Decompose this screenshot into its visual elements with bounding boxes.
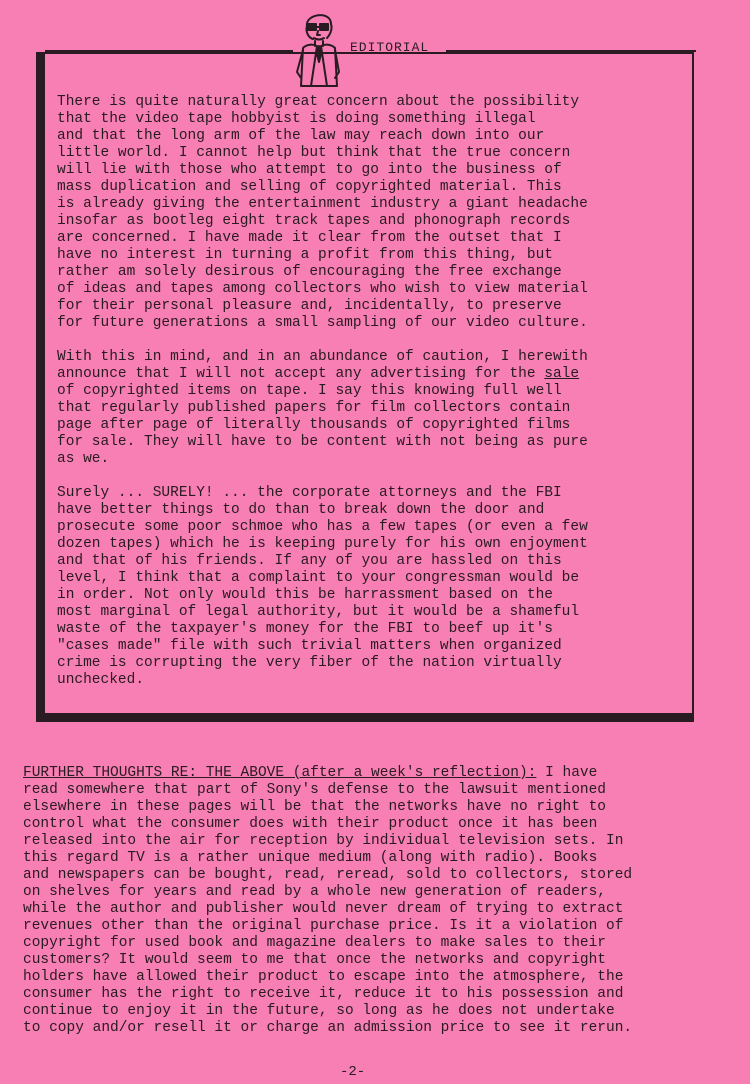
editorial-title: EDITORIAL bbox=[350, 40, 430, 55]
editorial-paragraph-3: Surely ... SURELY! ... the corporate attorneys and the FBI have better things to do than to break down the door and prosecute some poor schmoe who has a few tapes (or even a few dozen tapes) which he is keeping purely for his own enjoyment and that of his friends. If any of you are hassled on this level, I think that a complaint to your congressman would be in order. Not only would this be harrassment based on the most marginal of legal authority, but it would be a shameful waste of the taxpayer's money for the FBI to beef up it's "cases made" file with such trivial matters when organized crime is corrupting the very fiber of the nation virtually unchecked. bbox=[57, 485, 588, 688]
page-number: -2- bbox=[340, 1064, 366, 1080]
editorial-body bbox=[57, 94, 687, 706]
editorial-paragraph-2: With this in mind, and in an abundance of caution, I herewith announce that I will not accept any advertising for the sale of copyrighted items on tape. I say this knowing full well that regularly published papers for film collectors contain page after page of literally thousands of copyrighted films for sale. They will have to be content with not being as pure as we. bbox=[57, 349, 588, 467]
editorial-paragraph-1: There is quite naturally great concern about the possibility that the video tape hobbyist is doing something illegal and that the long arm of the law may reach down into our little world. I cannot help but think that the true concern will lie with those who attempt to go into the business of mass duplication and selling of copyrighted material. This is already giving the entertainment industry a giant headache insofar as bootleg eight track tapes and phonograph records are concerned. I have made it clear from the outset that I have no interest in turning a profit from this thing, but rather am solely desirous of encouraging the free exchange of ideas and tapes among collectors who wish to view material for their personal pleasure and, incidentally, to preserve for future generations a small sampling of our video culture. bbox=[57, 94, 588, 331]
further-thoughts-heading: FURTHER THOUGHTS RE: THE ABOVE (after a week's reflection): bbox=[23, 765, 537, 781]
underlined-word-sale: sale bbox=[544, 366, 580, 382]
further-thoughts-section: FURTHER THOUGHTS RE: THE ABOVE (after a week's reflection): I have read somewhere that part of Sony's defense to the lawsuit mentioned elsewhere in these pages will be that the networks have no right to control what the consumer does with their product once it has been released into the air for reception by individual television sets. In this regard TV is a rather unique medium (along with radio). Books and newspapers can be bought, read, reread, sold to collectors, stored on shelves for years and read by a whole new generation of readers, while the author and publisher would never dream of trying to extract revenues other than the original purchase price. Is it a violation of copyright for used book and magazine dealers to make sales to their customers? It would seem to me that once the networks and copyright holders have allowed their product to escape into the atmosphere, the consumer has the right to receive it, reduce it to his possession and continue to enjoy it in the future, so long as he does not undertake to copy and/or resell it or charge an admission price to see it rerun. bbox=[23, 765, 633, 1036]
